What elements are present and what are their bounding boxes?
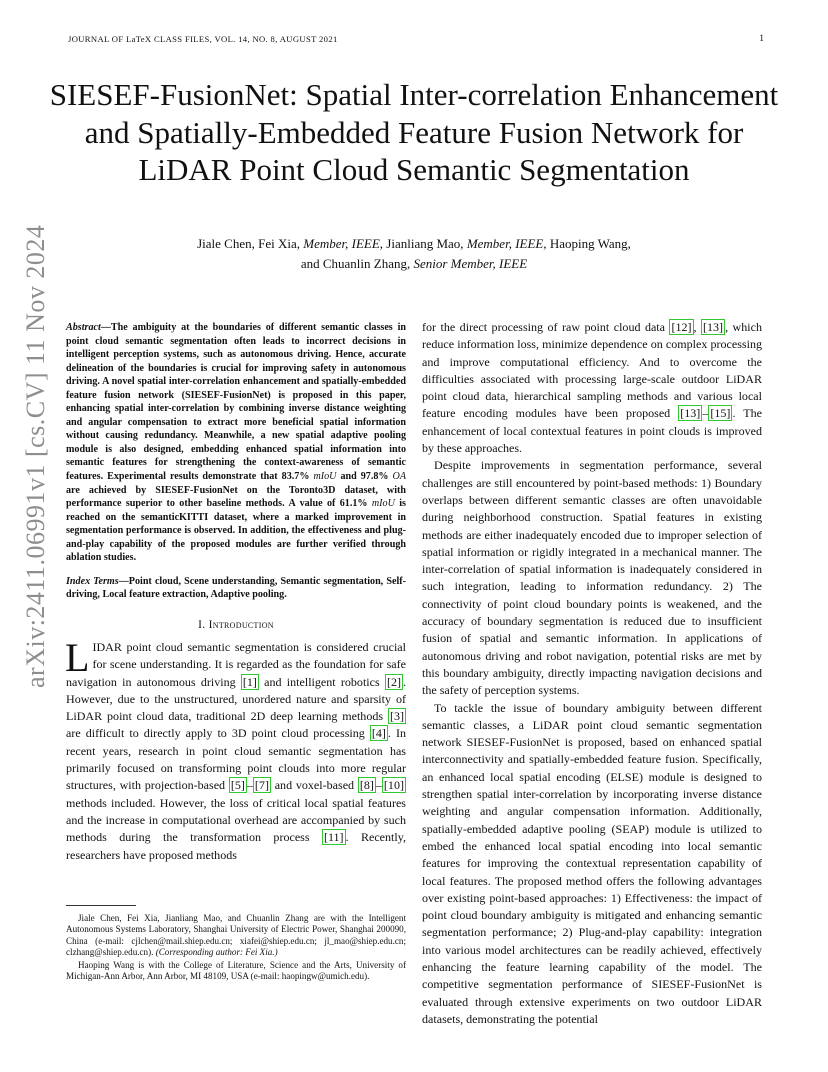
left-column [66,321,406,864]
citation-link[interactable]: [3] [389,709,404,724]
body-text: – [246,778,253,793]
citation-link[interactable]: [10] [383,778,404,793]
paragraph: To tackle the issue of boundary ambiguity between different semantic classes, a LiDAR point cloud semantic segmentation network SIESEF-FusionNet is proposed, based on enhanced spatial interconnectivity and spatially-embedded feature fusion. Specifically, an enhanced local spatial encoding (ELSE) module is designed to strengthen spatial inter-correlation by incorporating inverse distance weighting and angular compensation information. Additionally, spatially-embedded adaptive pooling (SEAP) module is utilized to embed the enhanced local spatial encoding into local semantic features for improving the contextual representation capability of local features. The proposed method offers the following advantages over existing point-based approaches: 1) Effectiveness: the impact of point cloud boundary ambiguity is mitigated and enhancing semantic segmentation performance; 2) Plug-and-play capability: integration into various model architectures can be readily achieved, effectively enhancing the feature learning capability of the model. The competitive segmentation performance of SIESEF-FusionNet is evaluated through extensive experiments on two outdoor LiDAR datasets, demonstrating the potential [422,700,762,1026]
right-column [422,319,762,1028]
citation-link[interactable]: [5] [230,778,245,793]
citation-link[interactable]: [2] [386,674,401,689]
paper-title: SIESEF-FusionNet: Spatial Inter-correlation Enhancement and Spatially-Embedded Feature Fusion Network for LiDAR Point Cloud Semantic Segmentation [49,77,779,187]
math-symbol: mIoU [371,498,395,510]
citation-link[interactable]: [12] [671,320,692,334]
author-names: Jiale Chen, Fei Xia, [197,236,304,251]
author-line-2 [60,254,768,274]
footnote-affiliation-1 [66,913,406,958]
index-terms-text: —Point cloud, Scene understanding, Semantic segmentation, Self-driving, Local feature extraction, Adaptive pooling. [66,575,406,601]
paragraph [65,634,407,864]
citation-link[interactable]: [13] [703,320,724,334]
author-names: and Chuanlin Zhang, [300,256,414,271]
index-terms [66,575,406,602]
body-text: for the direct processing of raw point cloud data [422,320,670,334]
running-header: JOURNAL OF LaTeX CLASS FILES, VOL. 14, NO. 8, AUGUST 2021 [68,34,338,44]
drop-cap: L [65,634,90,680]
body-text: IDAR point cloud semantic segmentation is considered crucial for scene understanding. It is regarded as the foundation for safe navigation in autonomous driving [66,639,406,689]
author-affiliation-title: Senior Member, IEEE [413,256,528,271]
index-terms-label: Index Terms [66,575,119,587]
abstract [66,321,406,565]
citation-link[interactable]: [1] [242,674,257,689]
body-text: , [693,320,701,334]
author-list [60,234,768,274]
page-number: 1 [759,34,764,44]
author-line-1 [60,234,768,254]
body-text: are difficult to directly apply to 3D point cloud processing [66,726,370,741]
author-affiliation-title: Member, IEEE, [466,236,547,251]
abstract-label: Abstract [66,322,101,333]
citation-link[interactable]: [7] [254,778,269,793]
body-text: . Recently, researchers have proposed methods [66,830,406,862]
author-names: Haoping Wang, [546,236,631,251]
citation-link[interactable]: [8] [359,778,374,793]
corresponding-author-note: (Corresponding author: Fei Xia.) [155,946,278,957]
citation-link[interactable]: [11] [323,830,344,845]
body-text: , which reduce information loss, minimize dependence on complex processing and improve computational efficiency. And to overcome the difficulties associated with processing large-scale outdoor LiDAR point cloud data, hierarchical sampling methods and various local feature encoding modules have been proposed [422,320,762,421]
body-text: . The enhancement of local contextual features in point clouds is improved by these approaches. [422,406,762,456]
section-number: I. [198,618,209,631]
abstract-text: —The ambiguity at the boundaries of different semantic classes in point cloud semantic segmentation often leads to incorrect decisions in intelligent perception systems, such as autonomous driving. Hence, accurate delineation of the boundaries is crucial for improving safety in autonomous driving. A novel spatial inter-correlation enhancement and spatially-embedded feature fusion network (SIESEF-FusionNet) is proposed in this paper, enhancing spatial inter-correlation by combining inverse distance weighting and angular compensation to extract more beneficial spatial information without causing redundancy. Meanwhile, a new spatial adaptive pooling module is also designed, embedding enhanced spatial information into semantic features for strengthening the context-awareness of semantic features. Experimental results demonstrate that 83.7% [66,322,406,483]
abstract-text: and 97.8% [336,471,393,483]
footnote-text: Jiale Chen, Fei Xia, Jianliang Mao, and Chuanlin Zhang are with the Intelligent Autonomous Systems Laboratory, Shanghai University of Electric Power, Shanghai 200090, China (e-mail: cjlchen@mail.shiep.edu.cn; xiafei@shiep.edu.cn; jl_mao@shiep.edu.cn; clzhang@shiep.edu.cn). [66,913,406,957]
body-text: – [702,406,709,421]
body-text: methods included. However, the loss of critical local spatial features and the increase in computational overhead are accompanied by such methods during the transformation process [66,795,406,845]
body-text: and intelligent robotics [258,674,385,689]
body-text: – [375,778,382,793]
paragraph: Despite improvements in segmentation performance, several challenges are still encountered by point-based methods: 1) Boundary overlaps between different semantic classes are often unavoidable during neighborhood construction. Spatial features in existing methods are either inadequately encoded due to improper selection of spatial information or rigidly integrated in a mechanical manner. The inter-correlation of spatial information is inadequately considered in such integration, leading to information redundancy. 2) The connectivity of point cloud boundary points is weakened, and the accuracy of boundary segmentation is reduced due to insufficient fusion of spatial and semantic information. In applications of autonomous driving and robot navigation, potential risks are met by this boundary ambiguity, directly impacting navigation decisions and the safety of perception systems. [422,458,762,698]
author-affiliation-title: Member, IEEE, [303,236,384,251]
math-symbol: OA [392,471,407,483]
citation-link[interactable]: [15] [710,406,731,421]
footnotes [66,913,406,983]
math-symbol: mIoU [313,471,337,483]
body-text: and voxel-based [270,778,358,793]
intro-body-left [65,634,407,864]
section-heading [66,619,406,631]
footnote-rule [66,905,136,906]
author-names: Jianliang Mao, [383,236,467,251]
paragraph [422,319,762,457]
body-text: . However, due to the unstructured, unordered nature and sparsity of LiDAR point cloud data, traditional 2D deep learning methods [66,674,406,724]
citation-link[interactable]: [4] [371,726,386,741]
abstract-text: are achieved by SIESEF-FusionNet on the Toronto3D dataset, with performance superior to other baseline methods. A value of 61.1% [66,484,406,510]
arxiv-identifier[interactable]: arXiv:2411.06991v1 [cs.CV] 11 Nov 2024 [21,224,50,688]
section-title: Introduction [208,618,274,631]
citation-link[interactable]: [13] [680,406,701,421]
abstract-text: is reached on the semanticKITTI dataset, where a marked improvement in segmentation performance is observed. In addition, the effectiveness and plug-and-play capability of the proposed modules are further verified through ablation studies. [66,498,406,564]
body-text: . In recent years, research in point cloud semantic segmentation has primarily focused on transforming point clouds into more regular structures, with projection-based [66,726,407,793]
footnote-affiliation-2: Haoping Wang is with the College of Literature, Science and the Arts, University of Michigan-Ann Arbor, Ann Arbor, MI 48109, USA (e-mail: haopingw@umich.edu). [66,960,406,982]
